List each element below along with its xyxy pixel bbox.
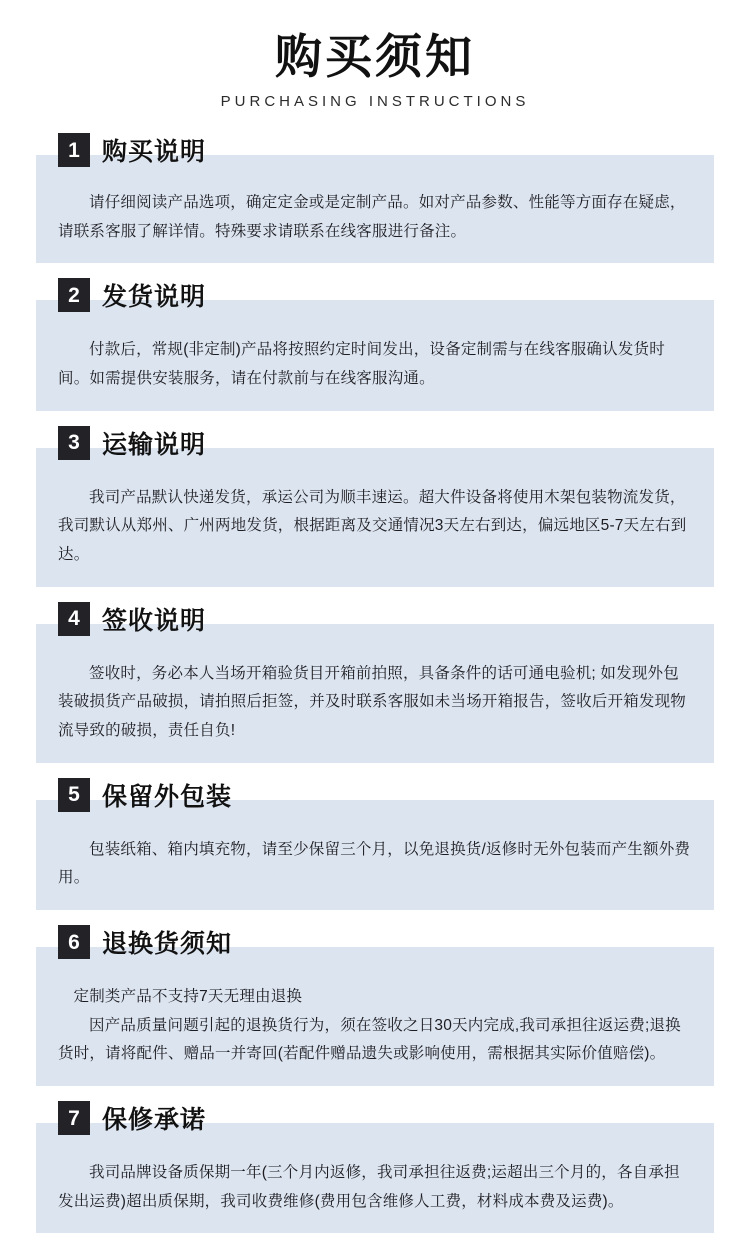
section-paragraph: 付款后，常规(非定制)产品将按照约定时间发出，设备定制需与在线客服确认发货时间。如需提供安装服务，请在付款前与在线客服沟通。 xyxy=(58,341,665,388)
section-paragraph: 签收时，务必本人当场开箱验货目开箱前拍照，具备条件的话可通电验机; 如发现外包装破损货产品破损，请拍照后拒签，并及时联系客服如未当场开箱报告，签收后开箱发现物流导致的破损，责任自负! xyxy=(58,664,687,740)
section-number-badge: 3 xyxy=(58,426,90,460)
section-body xyxy=(36,300,714,410)
section-number-badge: 2 xyxy=(58,278,90,312)
section-transport-notes xyxy=(36,425,714,587)
section-number-badge: 4 xyxy=(58,602,90,636)
section-return-exchange xyxy=(36,924,714,1086)
page-title: 购买须知 xyxy=(275,30,475,83)
section-body xyxy=(36,1123,714,1233)
section-body xyxy=(36,800,714,910)
page-subtitle: PURCHASING INSTRUCTIONS xyxy=(220,93,530,111)
section-paragraph: 定制类产品不支持7天无理由退换 xyxy=(73,988,303,1006)
section-receipt-notes xyxy=(36,601,714,763)
section-keep-packaging xyxy=(36,777,714,910)
section-title: 运输说明 xyxy=(102,430,207,459)
section-paragraph: 因产品质量问题引起的退换货行为，须在签收之日30天内完成,我司承担往返运费;退换货时，请将配件、赠品一并寄回(若配件赠品遗失或影响使用，需根据其实际价值赔偿)。 xyxy=(58,1016,681,1063)
section-paragraph: 包装纸箱、箱内填充物，请至少保留三个月，以免退换货/返修时无外包装而产生额外费用。 xyxy=(58,840,691,887)
section-title: 发货说明 xyxy=(102,283,207,312)
section-number-badge: 7 xyxy=(58,1101,90,1135)
section-title: 购买说明 xyxy=(102,138,207,167)
section-body xyxy=(36,624,714,763)
section-title: 签收说明 xyxy=(102,606,207,635)
page-header xyxy=(36,0,714,110)
section-body xyxy=(36,947,714,1086)
section-title: 保修承诺 xyxy=(102,1106,207,1135)
section-title: 保留外包装 xyxy=(102,782,233,811)
section-number-badge: 5 xyxy=(58,778,90,812)
section-paragraph: 我司产品默认快递发货，承运公司为顺丰速运。超大件设备将使用木架包装物流发货，我司默认从郑州、广州两地发货，根据距离及交通情况3天左右到达，偏远地区5-7天左右到达。 xyxy=(58,488,687,564)
section-number-badge: 1 xyxy=(58,133,90,167)
section-paragraph: 我司品牌设备质保期一年(三个月内返修，我司承担往返费;运超出三个月的，各自承担发出运费)超出质保期，我司收费维修(费用包含维修人工费，材料成本费及运费)。 xyxy=(58,1164,680,1210)
section-purchase-notes xyxy=(36,132,714,263)
section-title: 退换货须知 xyxy=(102,930,233,959)
section-body xyxy=(36,448,714,587)
section-shipping-notes xyxy=(36,277,714,410)
section-warranty xyxy=(36,1100,714,1233)
section-number-badge: 6 xyxy=(58,925,90,959)
section-body xyxy=(36,155,714,263)
section-paragraph: 请仔细阅读产品选项，确定定金或是定制产品。如对产品参数、性能等方面存在疑虑，请联系客服了解详情。特殊要求请联系在线客服进行备注。 xyxy=(58,194,686,240)
sections-list xyxy=(36,132,714,1233)
